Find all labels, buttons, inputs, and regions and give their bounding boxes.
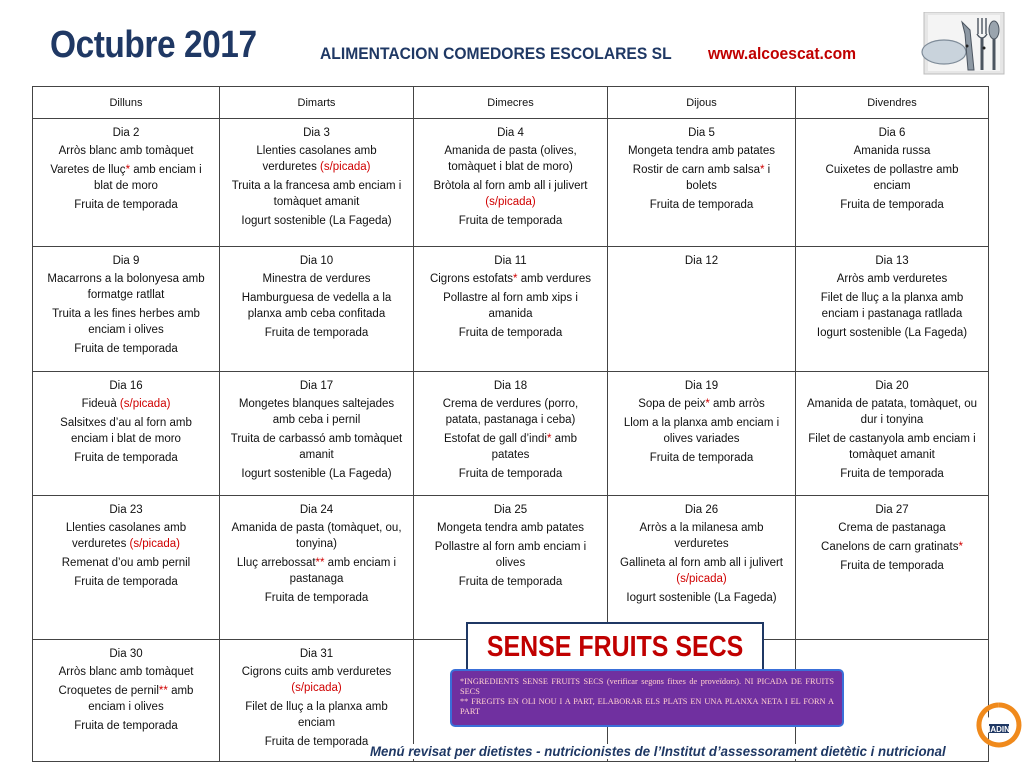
dish-text: Cuixetes de pollastre amb enciam	[825, 164, 959, 192]
dish-text: Filet de castanyola amb enciam i tomàquet amanit	[808, 433, 976, 461]
dish-text: Crema de verdures (porro, patata, pastanaga i ceba)	[442, 398, 579, 426]
menu-dish	[618, 396, 785, 412]
menu-week-row	[33, 372, 989, 496]
allergen-mark: (s/picada)	[129, 538, 181, 550]
day-number: Dia 27	[875, 504, 909, 516]
dish-text: amb verdures	[517, 273, 592, 285]
menu-dish	[43, 718, 209, 734]
dish-text: amb arròs	[709, 398, 765, 410]
day-number: Dia 17	[299, 380, 334, 392]
dish-text: Fruita de temporada	[649, 199, 754, 211]
dish-text: Llom a la planxa amb enciam i olives variades	[623, 417, 780, 445]
iadin-logo-text: IADIN	[988, 725, 1010, 734]
weekday-header-thursday: Dijous	[608, 87, 796, 119]
website-link[interactable]: www.alcoescat.com	[708, 44, 857, 63]
menu-dish	[806, 271, 978, 287]
menu-dish	[43, 683, 209, 715]
menu-dish	[43, 555, 209, 571]
menu-dish	[43, 306, 209, 338]
menu-dish	[806, 162, 978, 194]
dish-text: Fruita de temporada	[840, 560, 944, 572]
dish-text: Fruita de temporada	[74, 199, 178, 211]
dish-text: Fruita de temporada	[264, 592, 369, 604]
dish-text: Truita a les fines herbes amb enciam i olives	[52, 308, 200, 336]
dish-text: Iogurt sostenible (La Fageda)	[241, 468, 392, 480]
dish-text: Croquetes de pernil	[58, 685, 159, 697]
dish-text: Fruita de temporada	[458, 576, 563, 588]
day-number: Dia 31	[299, 648, 334, 660]
menu-dish	[43, 450, 209, 466]
menu-dish	[230, 271, 403, 287]
menu-dish	[43, 574, 209, 590]
menu-week-row	[33, 247, 989, 372]
dish-text: Canelons de carn gratinats	[821, 541, 959, 553]
menu-dish	[230, 290, 403, 322]
dish-text: Fruita de temporada	[74, 452, 178, 464]
dish-text: amb enciam i pastanaga	[289, 557, 397, 585]
day-number: Dia 26	[684, 504, 719, 516]
dish-text: Fideuà	[81, 398, 120, 410]
menu-day-cell-monday	[33, 372, 220, 496]
dish-text: Pollastre al forn amb xips i amanida	[443, 292, 578, 320]
menu-dish	[806, 197, 978, 213]
menu-day-cell-tuesday	[220, 372, 414, 496]
menu-dish	[230, 466, 403, 482]
dish-text: Arròs amb verduretes	[836, 273, 948, 285]
menu-day-cell-thursday	[608, 119, 796, 247]
allergen-mark: (s/picada)	[291, 682, 342, 694]
allergen-mark: (s/picada)	[320, 161, 371, 173]
dish-text: amb patates	[491, 433, 577, 461]
dish-text: Filet de lluç a la planxa amb enciam	[245, 701, 388, 729]
dish-text: Cigrons cuits amb verduretes	[241, 666, 392, 678]
dish-text: Fruita de temporada	[74, 343, 178, 355]
menu-dish	[618, 143, 785, 159]
menu-dish	[806, 325, 978, 341]
menu-dish	[424, 466, 597, 482]
menu-dish	[230, 699, 403, 731]
menu-dish	[806, 539, 978, 555]
dish-text: Remenat d’ou amb pernil	[61, 557, 191, 569]
allergen-mark: *	[546, 433, 552, 445]
dish-text: Gallineta al forn amb all i julivert	[620, 557, 783, 569]
menu-day-cell-tuesday	[220, 496, 414, 640]
dish-text: Llenties casolanes amb verduretes	[65, 522, 187, 550]
menu-dish	[230, 396, 403, 428]
menu-dish	[230, 555, 403, 587]
allergen-mark: **	[158, 685, 168, 697]
menu-dish	[43, 197, 209, 213]
menu-day-cell-friday	[796, 119, 989, 247]
dish-text: Macarrons a la bolonyesa amb formatge ratllat	[47, 273, 205, 301]
menu-dish	[806, 520, 978, 536]
menu-dish	[424, 396, 597, 428]
day-number: Dia 13	[875, 255, 909, 267]
menu-dish	[230, 213, 403, 229]
dish-text: Fruita de temporada	[649, 452, 754, 464]
dish-text: Fruita de temporada	[74, 720, 178, 732]
no-nuts-banner-text: SENSE FRUITS SECS	[486, 630, 744, 663]
menu-dish	[424, 290, 597, 322]
dish-text: Fruita de temporada	[840, 468, 944, 480]
menu-day-cell-wednesday	[414, 119, 608, 247]
menu-dish	[424, 539, 597, 571]
menu-dish	[230, 143, 403, 175]
allergen-mark: *	[958, 541, 963, 553]
menu-dish	[230, 590, 403, 606]
dish-text: Hamburguesa de vedella a la planxa amb ceba confitada	[241, 292, 392, 320]
menu-week-row	[33, 496, 989, 640]
day-number: Dia 4	[497, 127, 524, 139]
weekday-header-tuesday: Dimarts	[220, 87, 414, 119]
allergen-mark: *	[125, 164, 131, 176]
day-number: Dia 3	[303, 127, 330, 139]
menu-day-cell-monday	[33, 496, 220, 640]
cutlery-icon	[918, 12, 1006, 76]
menu-dish	[230, 325, 403, 341]
dish-text: Amanida russa	[853, 145, 931, 157]
menu-day-cell-monday	[33, 640, 220, 762]
dish-text: Varetes de lluç	[50, 164, 126, 176]
allergen-mark: (s/picada)	[676, 573, 727, 585]
dish-text: Lluç arrebossat	[236, 557, 316, 569]
menu-dish	[43, 162, 209, 194]
allergen-mark: *	[513, 273, 518, 285]
day-number: Dia 30	[109, 648, 143, 660]
day-number: Dia 18	[493, 380, 528, 392]
dish-text: amb enciam i blat de moro	[94, 164, 202, 192]
dish-text: Arròs a la milanesa amb verduretes	[639, 522, 764, 550]
menu-day-cell-monday	[33, 247, 220, 372]
dish-text: Mongeta tendra amb patates	[627, 145, 776, 157]
company-name: ALIMENTACION COMEDORES ESCOLARES SL	[320, 44, 672, 63]
dish-text: Fruita de temporada	[458, 215, 563, 227]
menu-day-cell-tuesday	[220, 119, 414, 247]
menu-dish	[806, 466, 978, 482]
allergen-note-line-2: ** FREGITS EN OLI NOU I A PART, ELABORAR ELS PLATS EN UNA PLANXA NETA I EL FORN A PART	[460, 697, 834, 716]
footer-review-note: Menú revisat per dietistes - nutricionistes de l’Institut d’assessorament dietètic i nutricional	[370, 744, 970, 759]
menu-dish	[618, 197, 785, 213]
allergen-mark: *	[705, 398, 710, 410]
dish-text: Sopa de peix	[638, 398, 706, 410]
menu-day-cell-wednesday	[414, 372, 608, 496]
menu-day-cell-thursday	[608, 247, 796, 372]
menu-dish	[43, 415, 209, 447]
dish-text: Bròtola al forn amb all i julivert	[433, 180, 588, 192]
menu-dish	[230, 664, 403, 696]
menu-dish	[806, 396, 978, 428]
page-title: Octubre 2017	[50, 24, 257, 66]
dish-text: Amanida de patata, tomàquet, ou dur i tonyina	[806, 398, 978, 426]
dish-text: Iogurt sostenible (La Fageda)	[626, 592, 777, 604]
day-number: Dia 12	[684, 255, 719, 267]
allergen-mark: (s/picada)	[485, 196, 536, 208]
menu-dish	[806, 290, 978, 322]
menu-dish	[230, 178, 403, 210]
weekday-header-friday: Divendres	[796, 87, 989, 119]
day-number: Dia 25	[493, 504, 528, 516]
iadin-logo-icon	[976, 702, 1022, 758]
menu-dish	[43, 396, 209, 412]
menu-day-cell-thursday	[608, 372, 796, 496]
day-number: Dia 11	[494, 255, 527, 267]
dish-text: Fruita de temporada	[264, 327, 369, 339]
dish-text: Fruita de temporada	[840, 199, 944, 211]
day-number: Dia 23	[109, 504, 143, 516]
dish-text: Iogurt sostenible (La Fageda)	[816, 327, 968, 339]
allergen-note	[450, 669, 844, 727]
day-number: Dia 5	[688, 127, 715, 139]
dish-text: Amanida de pasta (olives, tomàquet i blat de moro)	[444, 145, 577, 173]
menu-dish	[424, 178, 597, 210]
menu-day-cell-tuesday	[220, 247, 414, 372]
dish-text: Minestra de verdures	[262, 273, 371, 285]
day-number: Dia 2	[112, 127, 140, 139]
menu-dish	[424, 271, 597, 287]
menu-dish	[43, 143, 209, 159]
dish-text: Mongetes blanques saltejades amb ceba i pernil	[238, 398, 395, 426]
menu-week-row	[33, 119, 989, 247]
dish-text: Amanida de pasta (tomàquet, ou, tonyina)	[231, 522, 402, 550]
menu-day-cell-friday	[796, 372, 989, 496]
dish-text: Pollastre al forn amb enciam i olives	[434, 541, 587, 569]
dish-text: Truita de carbassó amb tomàquet amanit	[230, 433, 403, 461]
dish-text: Fruita de temporada	[458, 468, 563, 480]
menu-dish	[424, 520, 597, 536]
weekday-header-wednesday: Dimecres	[414, 87, 608, 119]
dish-text: Salsitxes d’au al forn amb enciam i blat de moro	[60, 417, 192, 445]
dish-text: Arròs blanc amb tomàquet	[58, 145, 194, 157]
menu-dish	[43, 341, 209, 357]
menu-dish	[424, 325, 597, 341]
dish-text: Filet de lluç a la planxa amb enciam i pastanaga ratllada	[820, 292, 964, 320]
menu-dish	[43, 664, 209, 680]
menu-dish	[806, 431, 978, 463]
menu-dish	[424, 143, 597, 175]
menu-dish	[424, 213, 597, 229]
menu-dish	[230, 520, 403, 552]
day-number: Dia 19	[684, 380, 719, 392]
dish-text: Arròs blanc amb tomàquet	[58, 666, 194, 678]
menu-day-cell-thursday	[608, 496, 796, 640]
day-number: Dia 9	[112, 255, 140, 267]
menu-day-cell-wednesday	[414, 496, 608, 640]
no-nuts-banner	[466, 622, 764, 672]
menu-day-cell-monday	[33, 119, 220, 247]
menu-dish	[618, 590, 785, 606]
menu-dish	[43, 271, 209, 303]
allergen-note-line-1: *INGREDIENTS SENSE FRUITS SECS (verificar segons fitxes de proveïdors). NI PICADA DE FRUITS SECS	[460, 677, 834, 696]
dish-text: Truita a la francesa amb enciam i tomàquet amanit	[231, 180, 402, 208]
dish-text: Cigrons estofats	[429, 273, 514, 285]
day-number: Dia 6	[878, 127, 906, 139]
day-number: Dia 16	[109, 380, 143, 392]
menu-day-cell-friday	[796, 496, 989, 640]
menu-dish	[230, 431, 403, 463]
dish-text: Mongeta tendra amb patates	[436, 522, 585, 534]
dish-text: Iogurt sostenible (La Fageda)	[241, 215, 392, 227]
dish-text: Crema de pastanaga	[838, 522, 946, 534]
menu-dish	[424, 574, 597, 590]
allergen-mark: *	[759, 164, 765, 176]
menu-day-cell-friday	[796, 247, 989, 372]
menu-dish	[618, 520, 785, 552]
menu-dish	[618, 450, 785, 466]
day-number: Dia 24	[299, 504, 334, 516]
dish-text: Llenties casolanes amb verduretes	[256, 145, 377, 173]
menu-dish	[424, 431, 597, 463]
dish-text: Fruita de temporada	[264, 736, 369, 748]
menu-dish	[806, 143, 978, 159]
dish-text: Fruita de temporada	[74, 576, 178, 588]
day-number: Dia 20	[875, 380, 909, 392]
menu-dish	[618, 555, 785, 587]
dish-text: Rostir de carn amb salsa	[632, 164, 760, 176]
weekday-header-monday: Dilluns	[33, 87, 220, 119]
menu-dish	[618, 162, 785, 194]
dish-text: Fruita de temporada	[458, 327, 563, 339]
dish-text: amb enciam i olives	[88, 685, 194, 713]
menu-day-cell-wednesday	[414, 247, 608, 372]
allergen-mark: (s/picada)	[119, 398, 171, 410]
menu-dish	[806, 558, 978, 574]
allergen-mark: **	[315, 557, 325, 569]
day-number: Dia 10	[299, 255, 334, 267]
menu-dish	[43, 520, 209, 552]
weekday-header-row	[33, 87, 989, 119]
dish-text: Estofat de gall d’indi	[444, 433, 547, 445]
dish-text: i bolets	[686, 164, 771, 192]
menu-dish	[618, 415, 785, 447]
